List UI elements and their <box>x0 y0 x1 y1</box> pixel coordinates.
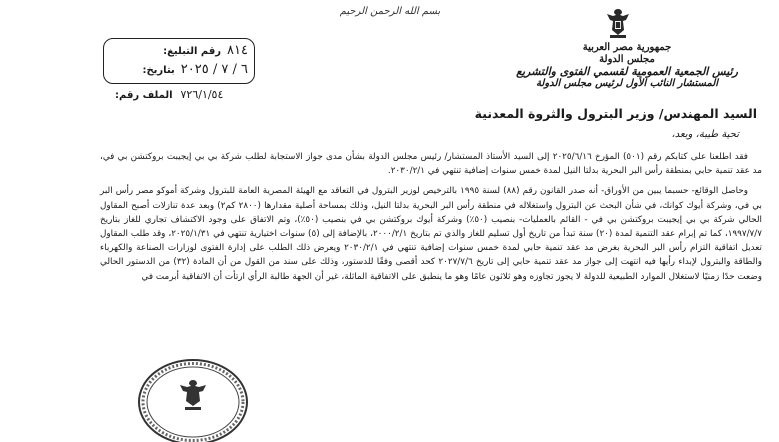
reference-number-row <box>163 43 248 58</box>
greeting: تحية طيبة، وبعد، <box>671 129 739 140</box>
reference-box <box>103 38 255 84</box>
official-seal-stamp <box>136 352 250 442</box>
reference-date-row <box>142 62 248 77</box>
eagle-emblem-icon <box>604 6 632 40</box>
header-council: مجلس الدولة <box>599 54 655 65</box>
header-country: جمهورية مصر العربية <box>582 42 672 53</box>
file-number-row <box>115 88 260 101</box>
file-number-value: ٧٢٦/١/٥٤ <box>180 88 224 101</box>
reference-number-label: رقم التبليغ: <box>163 46 222 57</box>
body-paragraph: فقد اطلعنا على كتابكم رقم (٥٠١) المؤرخ ٢٠٢٥/٦/١٦ إلى السيد الأستاذ المستشار/ رئيس مجلس الدولة بشأن مدى جواز الاستجابة لطلب شركة بي بي إيجيبت بروكتشن بي في، مد عقد تنمية حابي بمنطقة رأس البر البحرية بدلتا النيل لمدة خمس سنوات إضافية تنتهي في ٢٠٣٠/٢/١. <box>100 152 762 177</box>
body-paragraph: وحاصل الوقائع- حسبما يبين من الأوراق- أنه صدر القانون رقم (٨٨) لسنة ١٩٩٥ بالترخيص لوزير البترول في التعاقد مع الهيئة المصرية العامة للبترول وشركة أموكو مصر رأس البر بي في، وشركة أيوك كوانك، في شأن البحث عن البترول واستغلاله في منطقة رأس البر البحرية بدلتا النيل، وذلك بمساحة أصلية مقدارها (٢٨٠٠ كم٢) وبعد عدة تنازلات أصبح المقاول الحالي شركة بي بي إيجيبت بروكتشن بي في - القائم بالعمليات- بنصيب (٥٠٪) وشركة أيوك بروكتشن بي في بنصيب (٥٠٪)، وتم الاتفاق على وجود الاكتشاف تجاري للغاز بتاريخ ١٩٩٧/٧/٧، كما تم إبرام عقد التنمية لمدة (٢٠) سنة تبدأ من تاريخ أول تسليم للغاز والذي تم بتاريخ ٢٠٠٠/٢/١، بالإضافة إلى (٥) سنوات اختيارية تنتهي في ٢٠٢٥/١/٣١، وقد طلب المقاول تعديل اتفاقية التزام رأس البر البحرية بغرض مد عقد تنمية حابي لمدة خمس سنوات إضافية تنتهي في ٢٠٣٠/٢/١ ويعرض ذلك الطلب على إدارة الفتوى لوزارات الصناعة والكهرباء والطاقة والبترول لإبداء رأيها فيه انتهت إلى جواز مد عقد تنمية حابي إلى تاريخ ٢٠٢٧/٧/٦ كحد أقصى وفقًا للدستور، وذلك على سند من القول من أن المادة (٣٢) من الدستور الحالي وضعت حدًا زمنيًا لاستغلال الموارد الطبيعية للدولة لا يجوز تجاوزه وهو ثلاثون عامًا وهو ما ينطبق على الاتفاقية الماثلة، غير أن الجهة طالبة الرأي ارتأت أن الاتفاقية أبرمت في <box>100 186 762 282</box>
file-number-label: الملف رقم: <box>115 90 173 101</box>
reference-date-value: ٦ / ٧ / ٢٠٢٥ <box>180 62 248 77</box>
reference-number-value: ٨١٤ <box>227 43 248 58</box>
header-title: رئيس الجمعية العمومية لقسمي الفتوى والتشريع <box>516 65 738 78</box>
reference-date-label: بتاريخ: <box>142 65 175 76</box>
letter-body <box>100 150 762 288</box>
addressee: السيد المهندس/ وزير البترول والثروة المعدنية <box>474 106 757 121</box>
header-subtitle: المستشار النائب الأول لرئيس مجلس الدولة <box>535 78 719 89</box>
basmala: بسم الله الرحمن الرحيم <box>339 6 441 17</box>
